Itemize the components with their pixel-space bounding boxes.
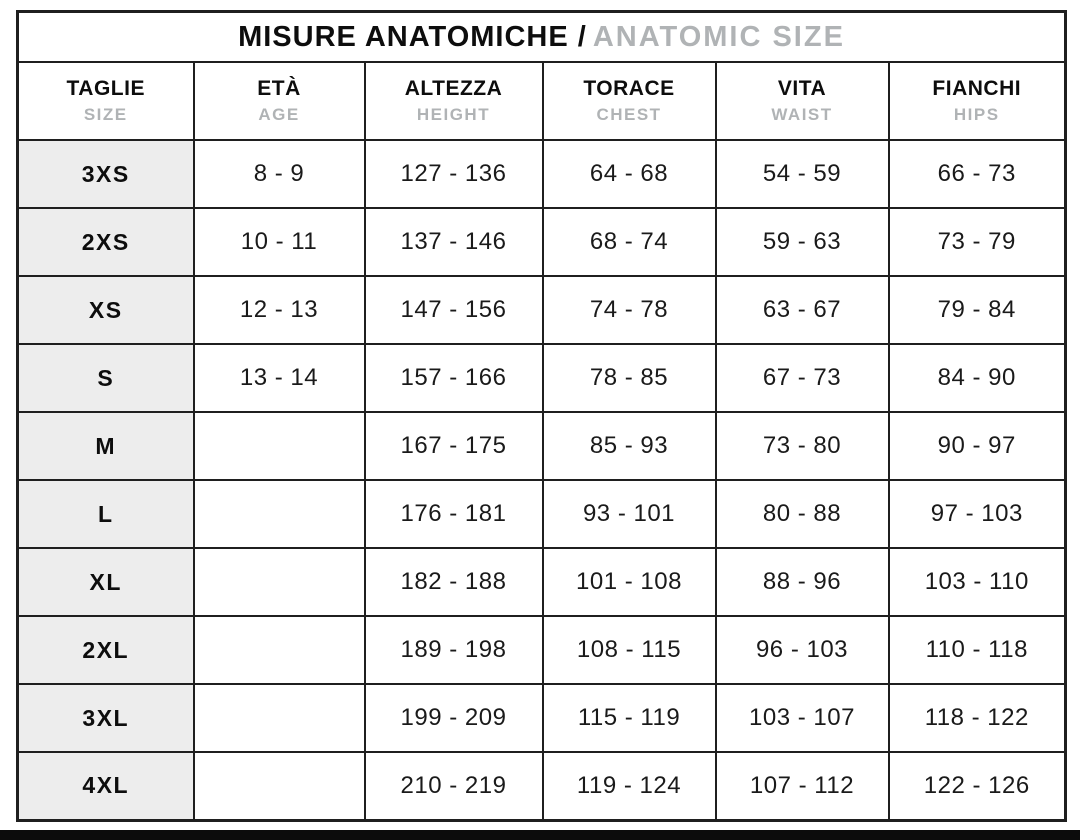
column-header-italian-label: FIANCHI bbox=[932, 77, 1022, 101]
age-range-cell bbox=[194, 752, 365, 820]
waist-range-cell: 103 - 107 bbox=[716, 684, 889, 752]
age-range-cell bbox=[194, 548, 365, 616]
size-chart-table bbox=[16, 10, 1067, 822]
height-range-cell: 157 - 166 bbox=[365, 344, 543, 412]
age-range-cell: 13 - 14 bbox=[194, 344, 365, 412]
waist-range-cell: 63 - 67 bbox=[716, 276, 889, 344]
table-title bbox=[18, 12, 1066, 63]
waist-range-cell: 80 - 88 bbox=[716, 480, 889, 548]
height-range-cell: 182 - 188 bbox=[365, 548, 543, 616]
chest-range-cell: 78 - 85 bbox=[543, 344, 716, 412]
waist-range-cell: 96 - 103 bbox=[716, 616, 889, 684]
hips-range-cell: 66 - 73 bbox=[889, 140, 1066, 208]
height-range-cell: 189 - 198 bbox=[365, 616, 543, 684]
table-row bbox=[18, 140, 1066, 208]
age-range-cell: 12 - 13 bbox=[194, 276, 365, 344]
column-header-english-label: WAIST bbox=[771, 105, 833, 125]
age-range-cell bbox=[194, 684, 365, 752]
height-range-cell: 167 - 175 bbox=[365, 412, 543, 480]
size-label-cell: S bbox=[18, 344, 194, 412]
hips-range-cell: 90 - 97 bbox=[889, 412, 1066, 480]
size-label-cell: M bbox=[18, 412, 194, 480]
hips-range-cell: 73 - 79 bbox=[889, 208, 1066, 276]
table-header-row bbox=[18, 62, 1066, 140]
chest-range-cell: 85 - 93 bbox=[543, 412, 716, 480]
size-label-cell: 3XS bbox=[18, 140, 194, 208]
waist-range-cell: 67 - 73 bbox=[716, 344, 889, 412]
column-header-size bbox=[18, 62, 194, 140]
chest-range-cell: 64 - 68 bbox=[543, 140, 716, 208]
column-header-italian-label: ETÀ bbox=[257, 77, 301, 101]
column-header-chest bbox=[543, 62, 716, 140]
chest-range-cell: 74 - 78 bbox=[543, 276, 716, 344]
column-header-italian-label: ALTEZZA bbox=[404, 77, 503, 101]
hips-range-cell: 110 - 118 bbox=[889, 616, 1066, 684]
column-header-english-label: SIZE bbox=[83, 105, 128, 125]
hips-range-cell: 79 - 84 bbox=[889, 276, 1066, 344]
age-range-cell bbox=[194, 412, 365, 480]
chest-range-cell: 68 - 74 bbox=[543, 208, 716, 276]
table-row bbox=[18, 752, 1066, 820]
table-row bbox=[18, 412, 1066, 480]
size-label-cell: XS bbox=[18, 276, 194, 344]
column-header-english-label: HIPS bbox=[953, 105, 1000, 125]
hips-range-cell: 84 - 90 bbox=[889, 344, 1066, 412]
table-row bbox=[18, 616, 1066, 684]
waist-range-cell: 88 - 96 bbox=[716, 548, 889, 616]
hips-range-cell: 103 - 110 bbox=[889, 548, 1066, 616]
size-label-cell: L bbox=[18, 480, 194, 548]
table-row bbox=[18, 276, 1066, 344]
table-row bbox=[18, 684, 1066, 752]
table-title-italian: MISURE ANATOMICHE / bbox=[238, 20, 587, 53]
height-range-cell: 210 - 219 bbox=[365, 752, 543, 820]
table-row bbox=[18, 548, 1066, 616]
age-range-cell bbox=[194, 480, 365, 548]
height-range-cell: 176 - 181 bbox=[365, 480, 543, 548]
column-header-english-label: CHEST bbox=[596, 105, 662, 125]
column-header-english-label: AGE bbox=[258, 105, 300, 125]
table-title-english: ANATOMIC SIZE bbox=[592, 20, 845, 53]
column-header-italian-label: VITA bbox=[777, 77, 827, 101]
chest-range-cell: 115 - 119 bbox=[543, 684, 716, 752]
column-header-italian-label: TAGLIE bbox=[66, 77, 145, 101]
age-range-cell: 10 - 11 bbox=[194, 208, 365, 276]
size-label-cell: 2XL bbox=[18, 616, 194, 684]
height-range-cell: 199 - 209 bbox=[365, 684, 543, 752]
size-label-cell: 4XL bbox=[18, 752, 194, 820]
height-range-cell: 147 - 156 bbox=[365, 276, 543, 344]
chest-range-cell: 101 - 108 bbox=[543, 548, 716, 616]
column-header-height bbox=[365, 62, 543, 140]
waist-range-cell: 73 - 80 bbox=[716, 412, 889, 480]
age-range-cell: 8 - 9 bbox=[194, 140, 365, 208]
waist-range-cell: 59 - 63 bbox=[716, 208, 889, 276]
chest-range-cell: 119 - 124 bbox=[543, 752, 716, 820]
table-row bbox=[18, 480, 1066, 548]
size-label-cell: XL bbox=[18, 548, 194, 616]
table-row bbox=[18, 344, 1066, 412]
column-header-english-label: HEIGHT bbox=[416, 105, 491, 125]
table-row bbox=[18, 208, 1066, 276]
hips-range-cell: 122 - 126 bbox=[889, 752, 1066, 820]
column-header-hips bbox=[889, 62, 1066, 140]
size-label-cell: 2XS bbox=[18, 208, 194, 276]
column-header-waist bbox=[716, 62, 889, 140]
height-range-cell: 137 - 146 bbox=[365, 208, 543, 276]
chest-range-cell: 108 - 115 bbox=[543, 616, 716, 684]
waist-range-cell: 54 - 59 bbox=[716, 140, 889, 208]
table-title-row bbox=[18, 12, 1066, 63]
chest-range-cell: 93 - 101 bbox=[543, 480, 716, 548]
hips-range-cell: 118 - 122 bbox=[889, 684, 1066, 752]
height-range-cell: 127 - 136 bbox=[365, 140, 543, 208]
size-label-cell: 3XL bbox=[18, 684, 194, 752]
column-header-italian-label: TORACE bbox=[583, 77, 675, 101]
waist-range-cell: 107 - 112 bbox=[716, 752, 889, 820]
bottom-edge-bar bbox=[0, 830, 1080, 840]
age-range-cell bbox=[194, 616, 365, 684]
hips-range-cell: 97 - 103 bbox=[889, 480, 1066, 548]
column-header-age bbox=[194, 62, 365, 140]
